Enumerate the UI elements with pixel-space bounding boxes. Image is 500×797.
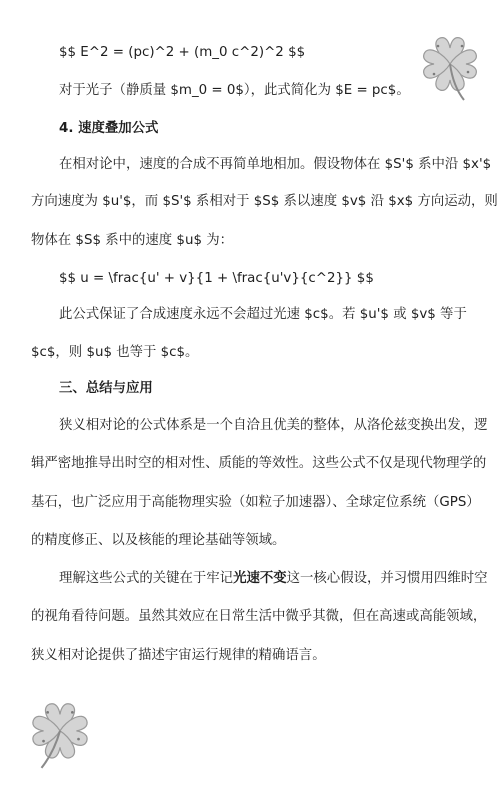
paragraph-velocity-line-1: 在相对论中，速度的合成不再简单地相加。假设物体在 $S'$ 系中沿 $x'$ bbox=[59, 157, 492, 172]
clover-icon-top-right bbox=[420, 34, 480, 104]
paragraph-understanding-line-3: 狭义相对论提供了描述宇宙运行规律的精确语言。 bbox=[31, 648, 326, 663]
understanding-text-after: 这一核心假设，并习惯用四维时空 bbox=[286, 571, 488, 586]
emphasis-light-speed-invariance: 光速不变 bbox=[233, 571, 287, 586]
paragraph-understanding-line-2: 的视角看待问题。虽然其效应在日常生活中微乎其微，但在高速或高能领域， bbox=[31, 609, 487, 624]
paragraph-summary-line-3: 基石，也广泛应用于高能物理实验（如粒子加速器）、全球定位系统（GPS） bbox=[31, 495, 480, 510]
paragraph-velocity-line-2: 方向速度为 $u'$，而 $S'$ 系相对于 $S$ 系以速度 $v$ 沿 $x$ 方向运动，则 bbox=[31, 194, 498, 209]
section-heading-velocity-addition: 4. 速度叠加公式 bbox=[59, 121, 159, 136]
paragraph-light-speed-line-1: 此公式保证了合成速度永远不会超过光速 $c$。若 $u'$ 或 $v$ 等于 bbox=[59, 307, 467, 322]
clover-icon-bottom-left bbox=[28, 700, 92, 772]
understanding-text-before: 理解这些公式的关键在于牢记 bbox=[59, 571, 234, 586]
paragraph-velocity-line-3: 物体在 $S$ 系中的速度 $u$ 为： bbox=[31, 233, 233, 248]
paragraph-understanding-line-1 bbox=[0, 570, 500, 588]
paragraph-photon-case: 对于光子（静质量 $m_0 = 0$），此式简化为 $E = pc$。 bbox=[59, 83, 410, 98]
equation-energy-momentum: $$ E^2 = (pc)^2 + (m_0 c^2)^2 $$ bbox=[59, 45, 306, 60]
paragraph-summary-line-2: 辑严密地推导出时空的相对性、质能的等效性。这些公式不仅是现代物理学的 bbox=[31, 456, 487, 471]
section-heading-summary: 三、总结与应用 bbox=[59, 381, 153, 396]
equation-velocity-addition: $$ u = \frac{u' + v}{1 + \frac{u'v}{c^2}} $$ bbox=[59, 271, 374, 286]
paragraph-summary-line-1: 狭义相对论的公式体系是一个自洽且优美的整体，从洛伦兹变换出发，逻 bbox=[59, 418, 488, 433]
paragraph-summary-line-4: 的精度修正、以及核能的理论基础等领域。 bbox=[31, 533, 286, 548]
paragraph-light-speed-line-2: $c$，则 $u$ 也等于 $c$。 bbox=[31, 345, 199, 360]
